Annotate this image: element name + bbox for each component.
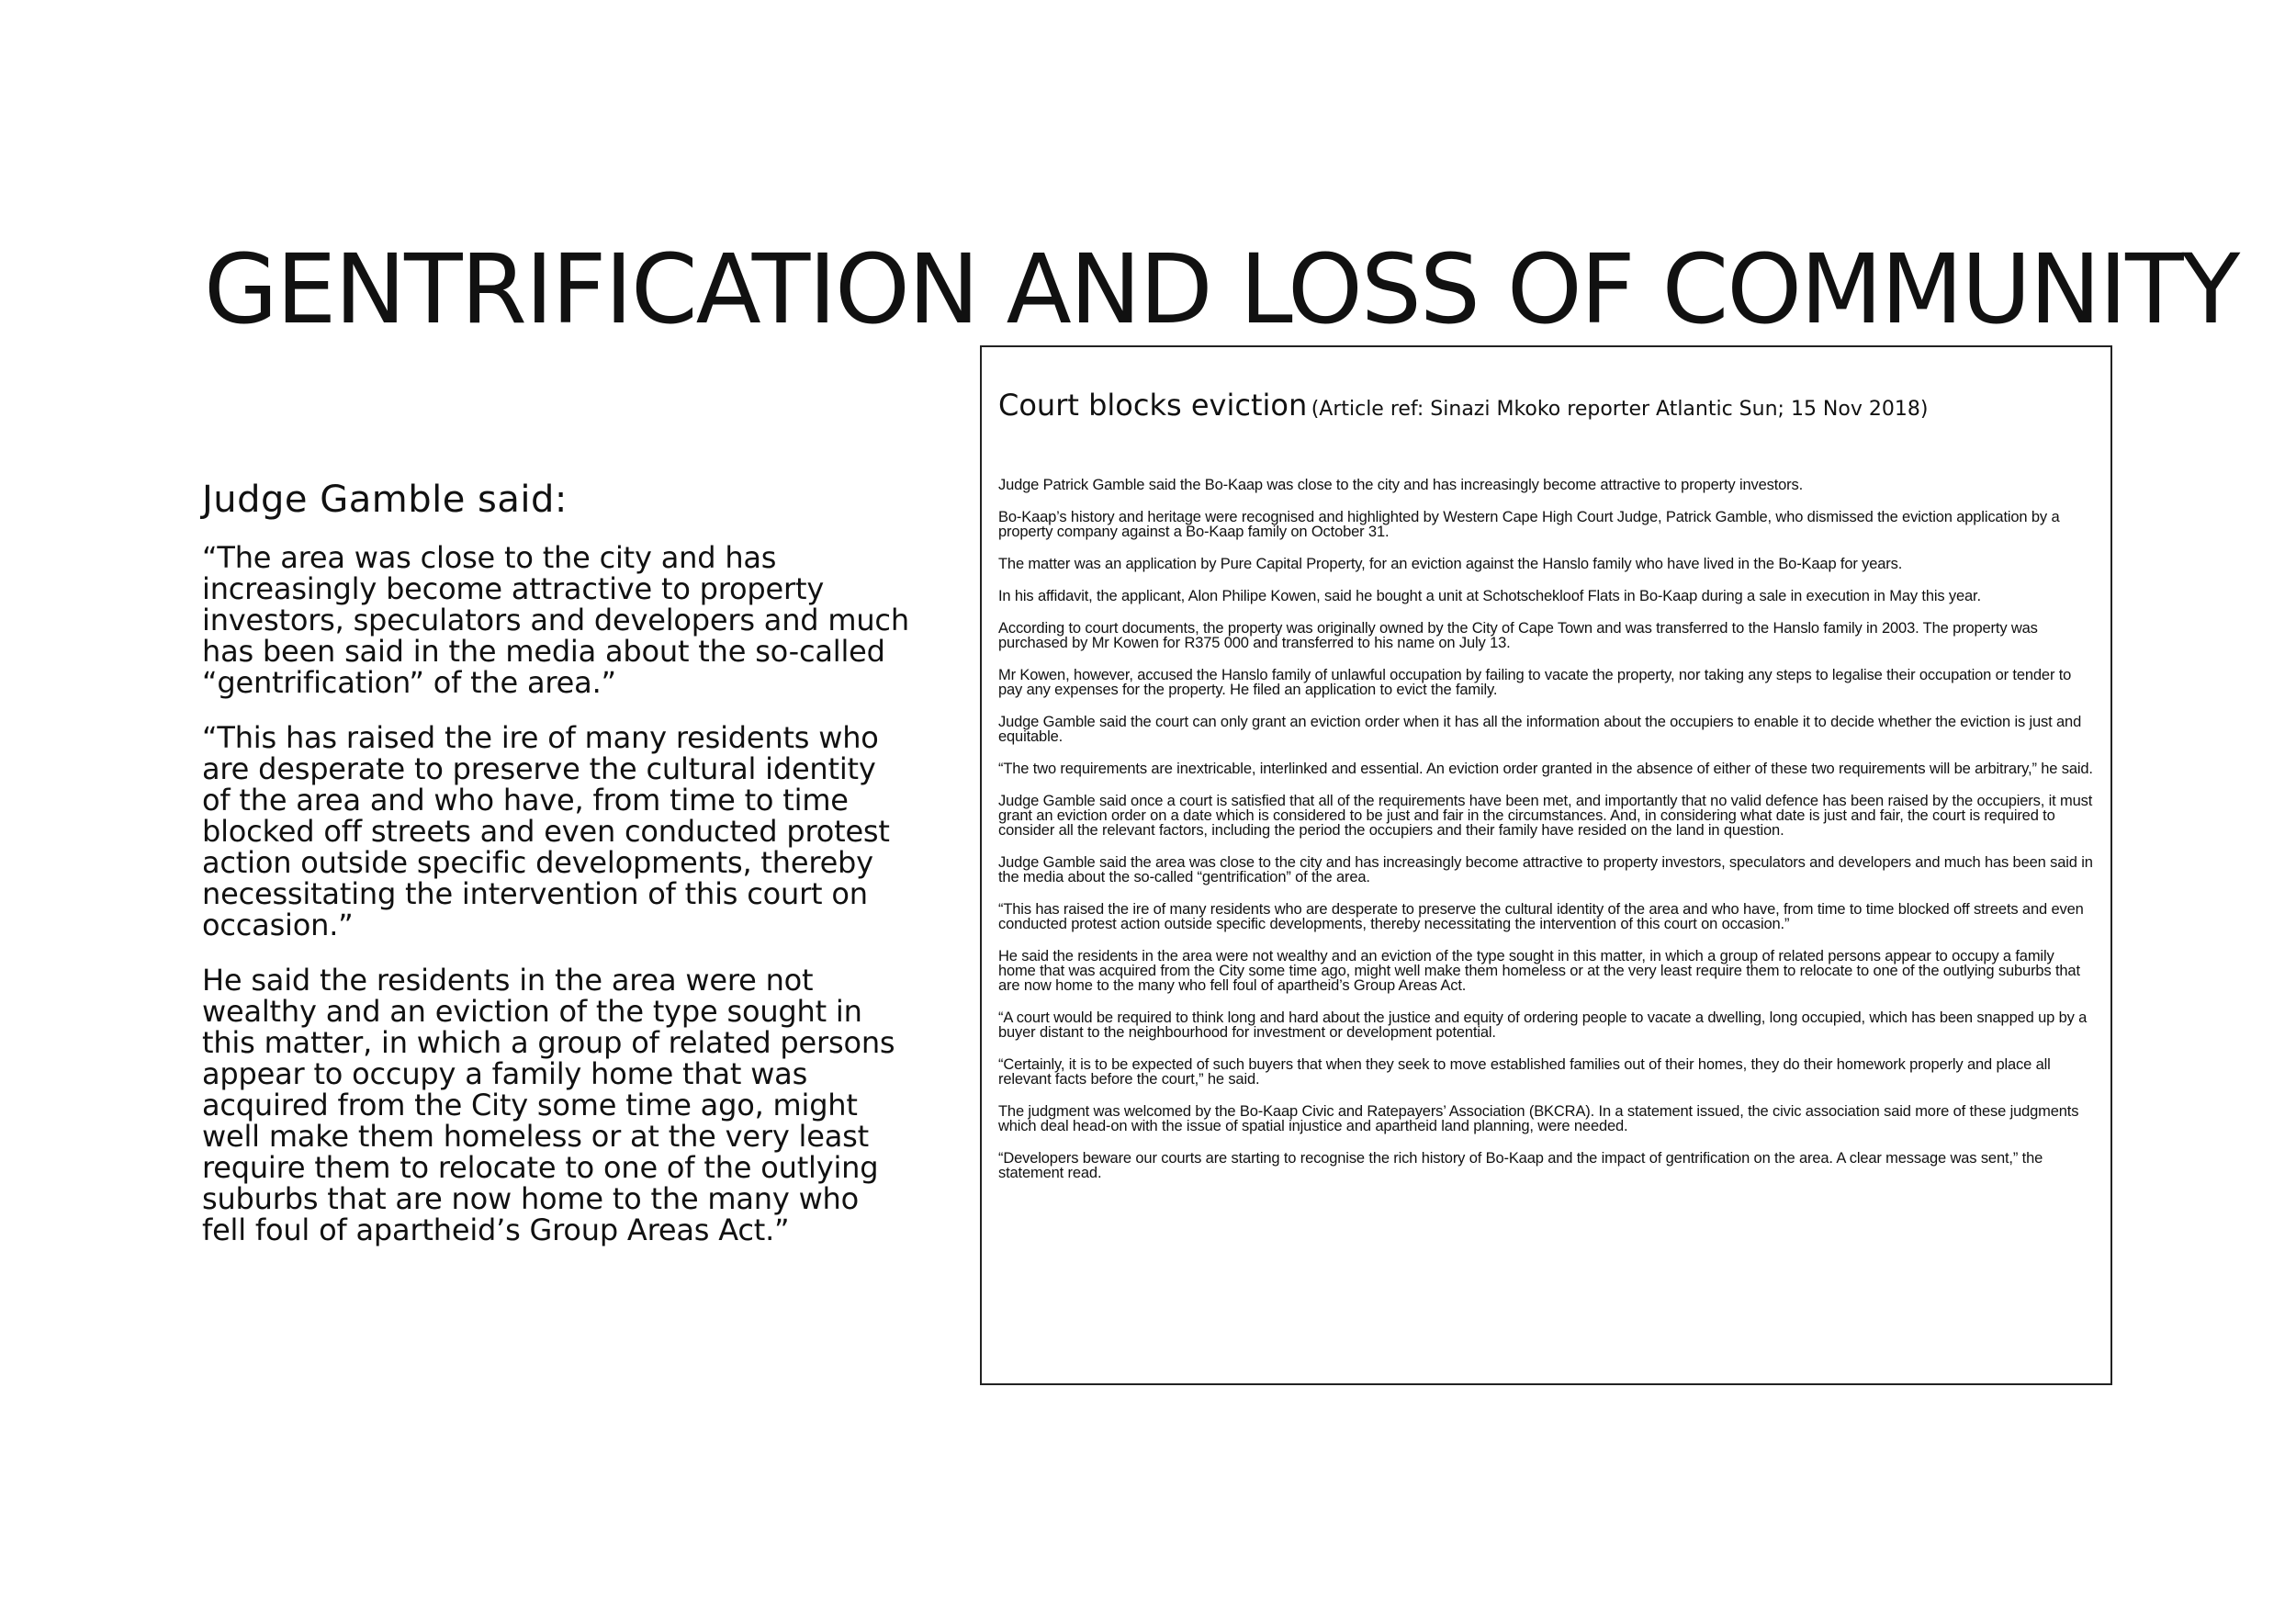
article-paragraph: Judge Gamble said the area was close to the city and has increasingly become attractive to property investors, speculators and developers and much has been said in the media about the so-called “gentrification” of the area. <box>998 854 2093 885</box>
article-paragraph: Bo-Kaap’s history and heritage were recognised and highlighted by Western Cape High Court Judge, Patrick Gamble, who dismissed the eviction application by a property company against a Bo-Kaap family on October 31. <box>998 509 2060 540</box>
article-headline: Court blocks eviction <box>998 388 1308 423</box>
article-paragraph: “Developers beware our courts are starting to recognise the rich history of Bo-Kaap and the impact of gentrification on the area. A clear message was sent,” the statement read. <box>998 1150 2043 1181</box>
article-paragraph: Mr Kowen, however, accused the Hanslo family of unlawful occupation by failing to vacate the property, nor taking any steps to legalise their occupation or tender to pay any expenses for the property. He filed an application to evict the family. <box>998 667 2072 698</box>
quote-paragraph: “The area was close to the city and has increasingly become attractive to property investors, speculators and developers and much has been said in the media about the so-called “gentrification” of the area.” <box>202 540 909 700</box>
article-paragraph: According to court documents, the property was originally owned by the City of Cape Town and was transferred to the Hanslo family in 2003. The property was purchased by Mr Kowen for R375 000 and transferred to his name on July 13. <box>998 620 2038 651</box>
news-article-box <box>980 345 2112 1385</box>
article-paragraph: Judge Patrick Gamble said the Bo-Kaap was close to the city and has increasingly become attractive to property investors. <box>998 477 1804 493</box>
article-header <box>998 388 2094 423</box>
article-paragraph: The matter was an application by Pure Capital Property, for an eviction against the Hanslo family who have lived in the Bo-Kaap for years. <box>998 556 1903 572</box>
article-paragraph: “The two requirements are inextricable, interlinked and essential. An eviction order granted in the absence of either of these two requirements will be arbitrary,” he said. <box>998 761 2093 777</box>
article-paragraph: He said the residents in the area were not wealthy and an eviction of the type sought in this matter, in which a group of related persons appear to occupy a family home that was acquired from the City some time ago, might well make them homeless or at the very least require them to relocate to one of the outlying suburbs that are now home to the many who fell foul of apartheid’s Group Areas Act. <box>998 948 2080 994</box>
quote-heading: Judge Gamble said: <box>202 479 568 521</box>
article-paragraph: “This has raised the ire of many residents who are desperate to preserve the cultural identity of the area and who have, from time to time blocked off streets and even conducted protest action outside specific developments, thereby necessitating the intervention of this court on occasion.” <box>998 901 2084 932</box>
article-reference: (Article ref: Sinazi Mkoko reporter Atlantic Sun; 15 Nov 2018) <box>1311 398 1929 421</box>
article-paragraph: Judge Gamble said the court can only grant an eviction order when it has all the information about the occupiers to enable it to decide whether the eviction is just and equitable. <box>998 714 2082 745</box>
article-paragraph: “Certainly, it is to be expected of such buyers that when they seek to move established families out of their homes, they do their homework properly and place all relevant facts before the court,” he said. <box>998 1056 2051 1088</box>
article-paragraph: In his affidavit, the applicant, Alon Philipe Kowen, said he bought a unit at Schotschekloof Flats in Bo-Kaap during a sale in execution in May this year. <box>998 588 1981 604</box>
quote-paragraph: “This has raised the ire of many residents who are desperate to preserve the cultural identity of the area and who have, from time to time blocked off streets and even conducted protest action outside specific developments, thereby necessitating the intervention of this court on occasion.” <box>202 720 890 942</box>
judge-quote-column <box>202 478 909 1269</box>
quote-paragraph: He said the residents in the area were not wealthy and an eviction of the type sought in this matter, in which a group of related persons appear to occupy a family home that was acquired from the City some time ago, might well make them homeless or at the very least require them to relocate to one of the outlying suburbs that are now home to the many who fell foul of apartheid’s Group Areas Act.” <box>202 963 895 1247</box>
slide-title: GENTRIFICATION AND LOSS OF COMMUNITY <box>204 233 2239 345</box>
article-paragraph: “A court would be required to think long and hard about the justice and equity of ordering people to vacate a dwelling, long occupied, which has been snapped up by a buyer distant to the neighbourhood for investment or development potential. <box>998 1009 2088 1041</box>
article-paragraph: The judgment was welcomed by the Bo-Kaap Civic and Ratepayers’ Association (BKCRA). In a statement issued, the civic association said more of these judgments which deal head-on with the issue of spatial injustice and apartheid land planning, were needed. <box>998 1103 2079 1134</box>
article-paragraph: Judge Gamble said once a court is satisfied that all of the requirements have been met, and importantly that no valid defence has been raised by the occupiers, it must grant an eviction order on a date which is considered to be just and fair in the circumstances. And, in considering what date is just and fair, the court is required to consider all the relevant factors, including the period the occupiers and their family have resided on the land in question. <box>998 793 2093 839</box>
